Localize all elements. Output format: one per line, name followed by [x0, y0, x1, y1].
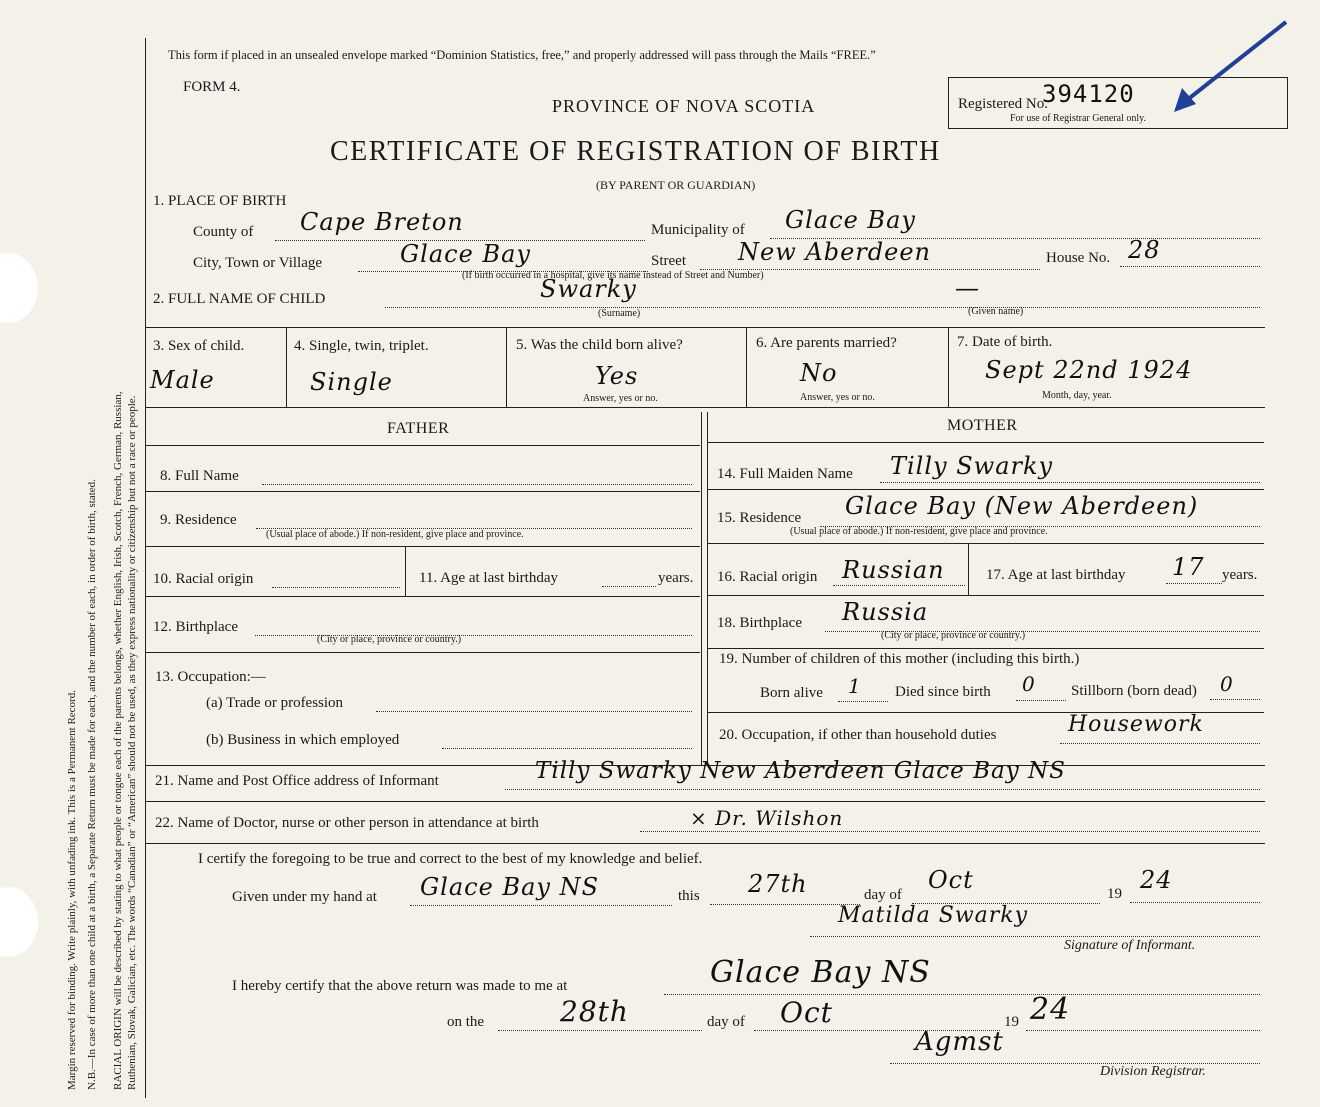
registered-number: 394120 [1042, 80, 1135, 108]
father-trade-label: (a) Trade or profession [206, 695, 344, 711]
date-of-birth-value: Sept 22nd 1924 [985, 356, 1193, 384]
municipality-value: Glace Bay [785, 206, 916, 234]
registrar-statement: I hereby certify that the above return was made to me at [232, 978, 568, 994]
stillborn-label: Stillborn (born dead) [1071, 683, 1197, 699]
single-twin-label: 4. Single, twin, triplet. [294, 338, 429, 354]
given-day-of-label: day of [864, 887, 902, 903]
mother-age-label: 17. Age at last birthday [986, 567, 1126, 583]
informant-label: 21. Name and Post Office address of Informant [155, 773, 439, 789]
stillborn-value: 0 [1220, 672, 1234, 696]
born-alive-label: 5. Was the child born alive? [516, 337, 683, 353]
house-number-label: House No. [1046, 250, 1111, 266]
margin-note-multiple-births: N.B.—In case of more than one child at a birth, a Separate Return must be made for each, and the number of each, in order of birth, stated. [86, 479, 98, 1090]
surname-hint: (Surname) [598, 308, 641, 319]
mother-age-years: years. [1222, 567, 1258, 583]
born-alive-hint: Answer, yes or no. [583, 393, 658, 404]
margin-note-racial-origin-1: RACIAL ORIGIN will be described by stating to what people or tongue each of the parents belongs, whether English, Irish, Scotch, French, German, Russian, [112, 391, 124, 1090]
registrar-month-value: Oct [780, 996, 833, 1029]
registrar-day-value: 28th [560, 995, 629, 1028]
father-abode-hint: (Usual place of abode.) If non-resident, give place and province. [266, 529, 524, 540]
given-month-value: Oct [928, 866, 974, 894]
doctor-value: × Dr. Wilshon [690, 806, 844, 830]
date-of-birth-label: 7. Date of birth. [957, 334, 1053, 350]
mother-occupation-label: 20. Occupation, if other than household duties [719, 727, 997, 743]
registrar-year-value: 24 [1030, 992, 1071, 1027]
informant-value: Tilly Swarky New Aberdeen Glace Bay NS [535, 758, 1066, 784]
mother-age-value: 17 [1172, 553, 1205, 581]
mother-name-label: 14. Full Maiden Name [717, 466, 853, 482]
mother-residence-value: Glace Bay (New Aberdeen) [845, 492, 1199, 520]
given-this-label: this [678, 888, 700, 904]
father-occupation-label: 13. Occupation:— [155, 669, 266, 685]
mother-heading: MOTHER [947, 417, 1018, 434]
county-label: County of [193, 224, 254, 240]
sex-value: Male [150, 366, 215, 394]
parents-married-label: 6. Are parents married? [756, 335, 897, 351]
binding-hole-bottom [0, 887, 38, 957]
given-name-hint: (Given name) [968, 306, 1024, 317]
given-place-value: Glace Bay NS [420, 873, 600, 901]
margin-note-racial-origin-2: Ruthenian, Slovak, Galician, etc. The words “Canadian” or “American” should not be used, as they express nationality or citizenship but not a race or people. [126, 395, 138, 1090]
street-label: Street [651, 253, 686, 269]
father-age-label: 11. Age at last birthday [419, 570, 558, 586]
form-number: FORM 4. [183, 79, 241, 95]
registrar-day-of-label: day of [707, 1014, 745, 1030]
mother-residence-label: 15. Residence [717, 510, 802, 526]
street-value: New Aberdeen [738, 238, 931, 266]
child-name-label: 2. FULL NAME OF CHILD [153, 291, 326, 307]
city-label: City, Town or Village [193, 255, 323, 271]
mother-racial-label: 16. Racial origin [717, 569, 818, 585]
certificate-subtitle: (BY PARENT OR GUARDIAN) [596, 178, 756, 192]
place-of-birth-label: 1. PLACE OF BIRTH [153, 193, 287, 209]
father-heading: FATHER [387, 420, 450, 437]
mother-birthplace-value: Russia [842, 598, 929, 626]
father-name-label: 8. Full Name [160, 468, 239, 484]
father-racial-label: 10. Racial origin [153, 571, 254, 587]
check-arrow-icon [1160, 18, 1290, 118]
informant-signature-label: Signature of Informant. [1064, 938, 1196, 953]
given-under-hand-label: Given under my hand at [232, 889, 377, 905]
mother-children-label: 19. Number of children of this mother (including this birth.) [719, 651, 1080, 667]
sex-label: 3. Sex of child. [153, 338, 245, 354]
city-value: Glace Bay [400, 240, 531, 268]
registrar-signature-label: Division Registrar. [1100, 1064, 1206, 1079]
registrar-place-value: Glace Bay NS [710, 955, 931, 990]
child-given-value: — [955, 274, 980, 302]
margin-note-binding: Margin reserved for binding. Write plainly, with unfading ink. This is a Permanent Record. [66, 690, 78, 1090]
registrar-signature: Agmst [915, 1027, 1004, 1057]
born-alive-count-value: 1 [848, 674, 862, 698]
county-value: Cape Breton [300, 208, 464, 236]
mother-city-hint: (City or place, province or country.) [881, 630, 1026, 641]
died-since-birth-label: Died since birth [895, 684, 991, 700]
father-age-years: years. [658, 570, 694, 586]
single-twin-value: Single [310, 368, 393, 396]
date-of-birth-hint: Month, day, year. [1042, 390, 1112, 401]
father-residence-label: 9. Residence [160, 512, 237, 528]
given-year-prefix: 19 [1107, 886, 1122, 902]
child-surname-value: Swarky [540, 275, 637, 303]
father-city-hint: (City or place, province or country.) [317, 634, 462, 645]
father-business-label: (b) Business in which employed [206, 732, 400, 748]
parents-married-hint: Answer, yes or no. [800, 392, 875, 403]
father-birthplace-label: 12. Birthplace [153, 619, 238, 635]
mail-notice: This form if placed in an unsealed envelope marked “Dominion Statistics, free,” and properly addressed will pass through the Mails “FREE.” [168, 48, 876, 62]
hospital-note: (If birth occurred in a hospital, give its name instead of Street and Number) [462, 270, 764, 281]
certificate-title: CERTIFICATE OF REGISTRATION OF BIRTH [330, 136, 941, 167]
municipality-label: Municipality of [651, 222, 745, 238]
parents-married-value: No [800, 359, 838, 387]
mother-birthplace-label: 18. Birthplace [717, 615, 802, 631]
mother-name-value: Tilly Swarky [890, 452, 1054, 480]
died-since-birth-value: 0 [1022, 672, 1036, 696]
given-day-value: 27th [748, 870, 808, 898]
born-alive-value: Yes [595, 362, 639, 390]
certify-statement: I certify the foregoing to be true and correct to the best of my knowledge and belief. [198, 851, 703, 867]
form-left-border [145, 38, 146, 1098]
informant-signature: Matilda Swarky [838, 903, 1029, 928]
doctor-label: 22. Name of Doctor, nurse or other person in attendance at birth [155, 815, 539, 831]
registered-label: Registered No. [958, 96, 1048, 112]
born-alive-count-label: Born alive [760, 685, 823, 701]
mother-racial-value: Russian [842, 556, 945, 584]
binding-hole-top [0, 253, 38, 323]
house-number-value: 28 [1128, 236, 1161, 264]
registrar-year-prefix: 19 [1004, 1014, 1019, 1030]
province-heading: PROVINCE OF NOVA SCOTIA [552, 96, 816, 116]
mother-abode-hint: (Usual place of abode.) If non-resident, give place and province. [790, 526, 1048, 537]
given-year-value: 24 [1140, 866, 1173, 894]
mother-occupation-value: Housework [1068, 712, 1204, 737]
registrar-use-note: For use of Registrar General only. [1010, 113, 1146, 124]
registrar-on-label: on the [447, 1014, 485, 1030]
